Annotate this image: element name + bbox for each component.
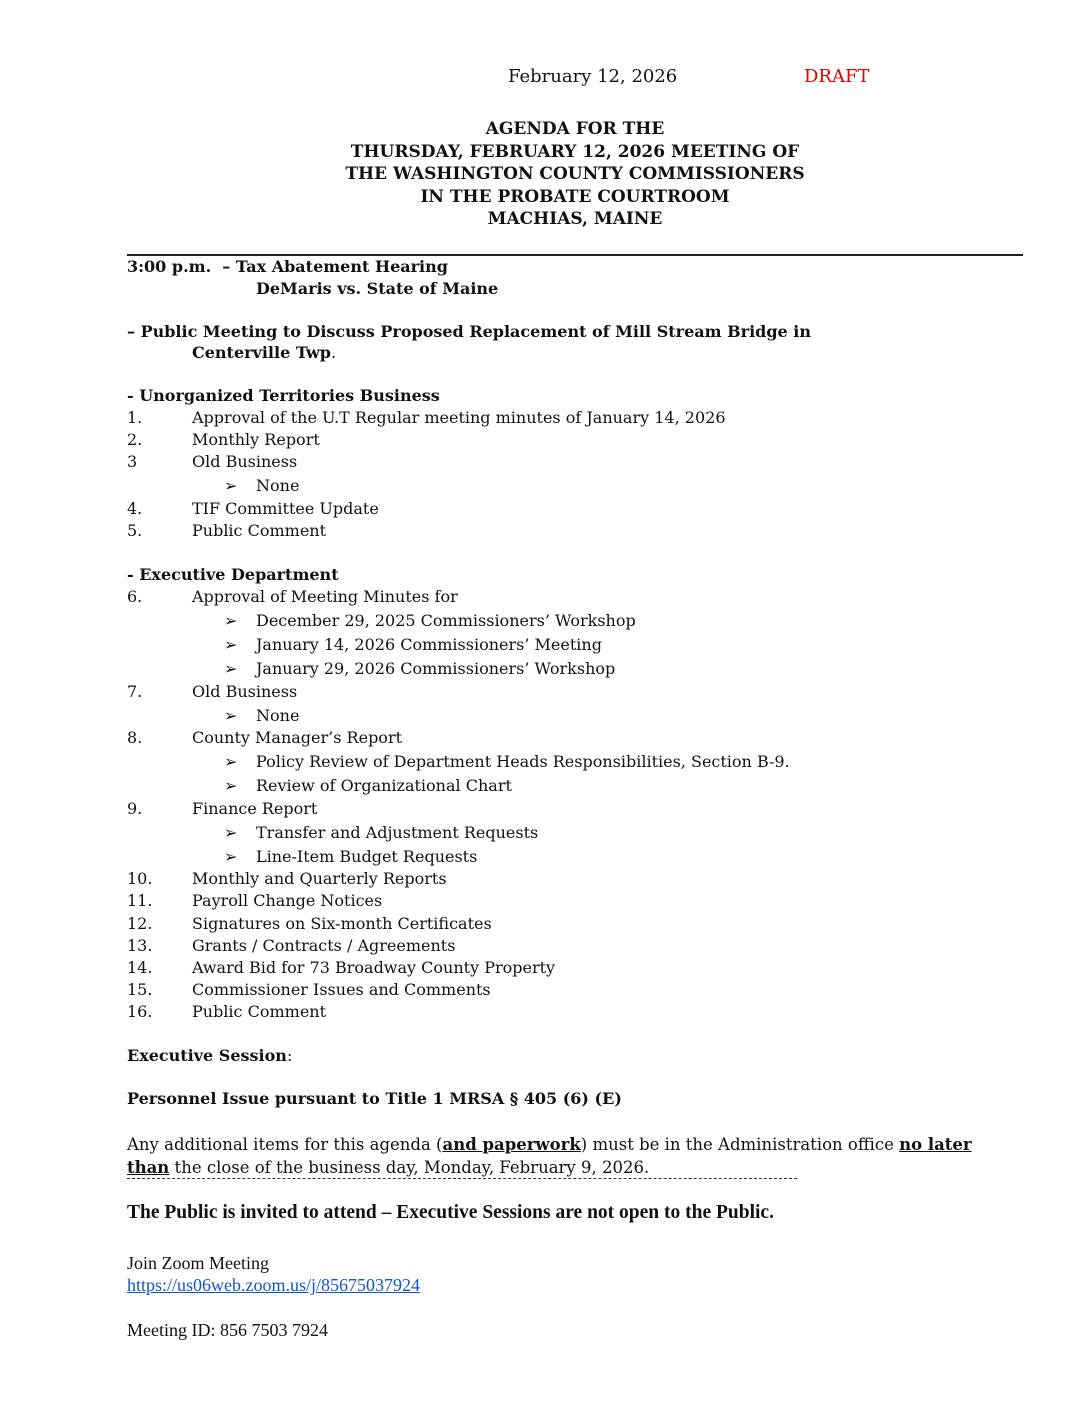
arrowhead-bullet-icon: ➢ [224, 635, 238, 654]
item-number: 2. [127, 430, 143, 449]
title-line: IN THE PROBATE COURTROOM [420, 186, 730, 207]
hearing-time: 3:00 p.m. [127, 257, 212, 276]
item-text: Payroll Change Notices [192, 891, 383, 910]
executive-session-label: Executive Session: [127, 1046, 293, 1065]
bullet-item: ➢ December 29, 2025 Commissioners’ Workshop [224, 611, 636, 630]
item-text: Finance Report [192, 799, 318, 818]
item-number: 13. [127, 936, 153, 955]
public-meeting-line1: – Public Meeting to Discuss Proposed Replacement of Mill Stream Bridge in [127, 322, 811, 341]
item-text: Award Bid for 73 Broadway County Property [192, 958, 556, 977]
arrowhead-bullet-icon: ➢ [224, 706, 238, 725]
item-text: TIF Committee Update [192, 499, 379, 518]
item-text: Signatures on Six-month Certificates [192, 914, 492, 933]
bullet-item: ➢ None [224, 706, 300, 725]
arrowhead-bullet-icon: ➢ [224, 476, 238, 495]
arrowhead-bullet-icon: ➢ [224, 847, 238, 866]
item-number: 6. [127, 587, 143, 606]
document-date: February 12, 2026 [508, 66, 678, 87]
bullet-item: ➢ January 14, 2026 Commissioners’ Meeting [224, 635, 602, 654]
zoom-meeting-link[interactable]: https://us06web.zoom.us/j/85675037924 [127, 1275, 421, 1295]
meeting-id: Meeting ID: 856 7503 7924 [127, 1320, 328, 1340]
deadline-emphasis: no later than [127, 1135, 972, 1177]
item-number: 14. [127, 958, 153, 977]
item-text: Public Comment [192, 521, 327, 540]
executive-heading: - Executive Department [127, 565, 339, 584]
bullet-item: ➢ January 29, 2026 Commissioners’ Workshop [224, 659, 616, 678]
public-notice: The Public is invited to attend – Executive Sessions are not open to the Public. [127, 1202, 774, 1223]
item-number: 10. [127, 869, 153, 888]
title-line: THURSDAY, FEBRUARY 12, 2026 MEETING OF [350, 141, 800, 162]
agenda-deadline-note: Any additional items for this agenda (and paperwork) must be in the Administration office no later than the close of the business day, Monday, February 9, 2026. [127, 1135, 972, 1177]
item-text: Monthly Report [192, 430, 320, 449]
bullet-item: ➢ Review of Organizational Chart [224, 776, 512, 795]
personnel-issue: Personnel Issue pursuant to Title 1 MRSA § 405 (6) (E) [127, 1089, 622, 1108]
header-divider [127, 254, 1023, 256]
join-zoom-label: Join Zoom Meeting [127, 1253, 269, 1273]
hearing-heading [127, 257, 448, 276]
item-text: Approval of the U.T Regular meeting minutes of January 14, 2026 [192, 408, 726, 427]
title-line: THE WASHINGTON COUNTY COMMISSIONERS [345, 164, 805, 184]
agenda-title [127, 118, 1023, 231]
public-meeting-line2: Centerville Twp. [192, 343, 337, 362]
ut-business-heading: - Unorganized Territories Business [127, 386, 440, 405]
dashed-divider [127, 1178, 797, 1179]
item-text: Commissioner Issues and Comments [192, 980, 491, 999]
item-text: Monthly and Quarterly Reports [192, 869, 447, 888]
item-number: 7. [127, 682, 143, 701]
draft-label: DRAFT [804, 66, 870, 87]
arrowhead-bullet-icon: ➢ [224, 611, 238, 630]
bullet-item: ➢ None [224, 476, 300, 495]
item-number: 11. [127, 891, 153, 910]
item-text: Public Comment [192, 1002, 327, 1021]
title-line: MACHIAS, MAINE [487, 209, 663, 229]
item-number: 1. [127, 408, 143, 427]
item-text: Old Business [192, 452, 298, 471]
paperwork-emphasis: and paperwork [442, 1135, 581, 1154]
item-number: 8. [127, 728, 143, 747]
item-number: 15. [127, 980, 153, 999]
bullet-item: ➢ Transfer and Adjustment Requests [224, 823, 539, 842]
arrowhead-bullet-icon: ➢ [224, 659, 238, 678]
bullet-item: ➢ Line-Item Budget Requests [224, 847, 478, 866]
arrowhead-bullet-icon: ➢ [224, 776, 238, 795]
bullet-item: ➢ Policy Review of Department Heads Responsibilities, Section B-9. [224, 752, 790, 771]
item-text: Grants / Contracts / Agreements [192, 936, 456, 955]
hearing-title: – Tax Abatement Hearing [222, 257, 448, 276]
arrowhead-bullet-icon: ➢ [224, 752, 238, 771]
item-number: 9. [127, 799, 143, 818]
item-text: County Manager’s Report [192, 728, 403, 747]
title-line: AGENDA FOR THE [485, 119, 665, 139]
item-text: Approval of Meeting Minutes for [192, 587, 458, 606]
item-number: 16. [127, 1002, 153, 1021]
item-number: 12. [127, 914, 153, 933]
hearing-case: DeMaris vs. State of Maine [256, 279, 499, 298]
item-number: 3 [127, 452, 138, 471]
item-number: 5. [127, 521, 143, 540]
arrowhead-bullet-icon: ➢ [224, 823, 238, 842]
item-number: 4. [127, 499, 143, 518]
item-text: Old Business [192, 682, 298, 701]
